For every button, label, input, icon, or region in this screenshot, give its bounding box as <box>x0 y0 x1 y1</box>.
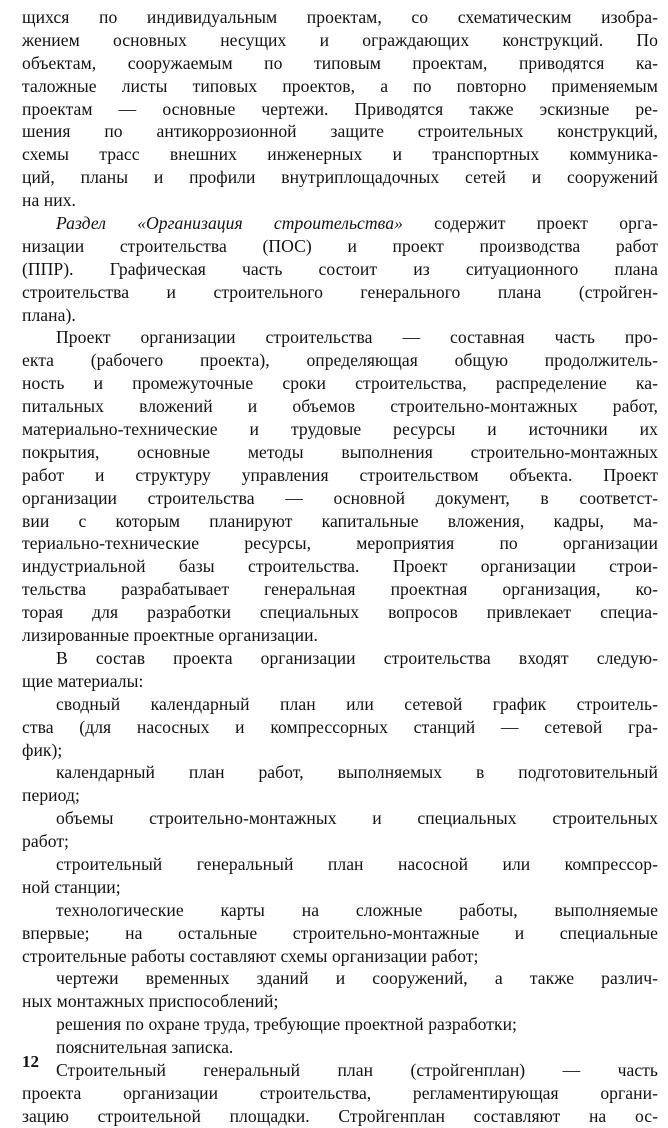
line-text: питальных вложений и объемов строительно-монтажных работ, <box>22 396 658 417</box>
line-text: решения по охране труда, требующие проектной разработки; <box>56 1014 517 1035</box>
text-line <box>22 624 658 647</box>
text-line <box>22 120 658 143</box>
paragraph <box>22 693 658 762</box>
line-text: схемы трасс внешних инженерных и транспортных коммуника- <box>22 144 658 165</box>
text-line <box>22 1059 658 1082</box>
text-line <box>22 990 658 1013</box>
line-text: тельства разрабатывает генеральная проектная организация, ко- <box>22 579 658 600</box>
text-line <box>22 922 658 945</box>
text-line <box>22 29 658 52</box>
text-line <box>22 372 658 395</box>
text-line <box>22 143 658 166</box>
text-line <box>22 647 658 670</box>
text-line <box>22 326 658 349</box>
text-line <box>22 395 658 418</box>
line-text: жением основных несущих и ограждающих конструкций. По <box>22 29 658 50</box>
text-line <box>22 716 658 739</box>
text-line <box>22 670 658 693</box>
line-text: пояснительная записка. <box>56 1037 234 1058</box>
line-text: календарный план работ, выполняемых в подготовительный <box>56 762 658 783</box>
line-text: В состав проекта организации строительства входят следую- <box>56 647 658 668</box>
line-text: работ; <box>22 831 69 852</box>
text-line <box>22 761 658 784</box>
text-line <box>22 1082 658 1105</box>
text-line <box>22 967 658 990</box>
text-line <box>22 212 658 235</box>
text-line <box>22 532 658 555</box>
line-text: ность и промежуточные сроки строительства, распределение ка- <box>22 373 658 394</box>
paragraph <box>22 1013 658 1036</box>
paragraph <box>22 212 658 326</box>
paragraph <box>22 1059 658 1128</box>
text-line <box>22 52 658 75</box>
text-line <box>22 1013 658 1036</box>
line-text: щие материалы: <box>22 670 144 691</box>
line-text: содержит проект орга- <box>402 213 658 234</box>
text-line <box>22 75 658 98</box>
paragraph <box>22 967 658 1013</box>
line-text: объектам, сооружаемым по типовым проектам, приводятся ка- <box>22 52 658 73</box>
paragraph <box>22 1036 658 1059</box>
line-text: зацию строительной площадки. Стройгенплан составляют на ос- <box>22 1105 658 1126</box>
line-text: екта (рабочего проекта), определяющая общую продолжитель- <box>22 350 658 371</box>
text-line <box>22 1105 658 1128</box>
line-text: щихся по индивидуальным проектам, со схематическим изобра- <box>22 7 658 27</box>
line-text: ных монтажных приспособлений; <box>22 991 279 1012</box>
text-line <box>22 304 658 327</box>
line-text: низации строительства (ПОС) и проект производства работ <box>22 235 658 256</box>
line-text: Строительный генеральный план (стройгенплан) — часть <box>56 1059 658 1080</box>
paragraph <box>22 647 658 693</box>
text-line <box>22 235 658 258</box>
text-line <box>22 349 658 372</box>
line-text: шения по антикоррозионной защите строительных конструкций, <box>22 121 658 142</box>
line-text: организации строительства — основной документ, в соответст- <box>22 487 658 508</box>
text-line <box>22 853 658 876</box>
text-line <box>22 98 658 121</box>
paragraph <box>22 807 658 853</box>
line-text: ства (для насосных и компрессорных станций — сетевой гра- <box>22 716 658 737</box>
text-line <box>22 601 658 624</box>
line-text: индустриальной базы строительства. Проект организации строи- <box>22 556 658 577</box>
text-line <box>22 487 658 510</box>
text-line <box>22 578 658 601</box>
line-text: период; <box>22 785 80 806</box>
paragraph <box>22 326 658 646</box>
line-text: териально-технические ресурсы, мероприятия по организации <box>22 533 658 554</box>
text-line <box>22 899 658 922</box>
paragraph <box>22 761 658 807</box>
line-text: вии с которым планируют капитальные вложения, кадры, ма- <box>22 510 658 531</box>
line-text: работ и структуру управления строительством объекта. Проект <box>22 464 658 485</box>
text-line <box>22 693 658 716</box>
text-line <box>22 784 658 807</box>
page-number: 12 <box>22 1052 39 1071</box>
page-body <box>22 6 658 1128</box>
text-line <box>22 258 658 281</box>
line-text: лизированные проектные организации. <box>22 625 318 646</box>
line-text: впервые; на остальные строительно-монтажные и специальные <box>22 922 658 943</box>
text-line <box>22 418 658 441</box>
line-text: таложные листы типовых проектов, а по повторно применяемым <box>22 75 658 96</box>
text-line <box>22 555 658 578</box>
text-line <box>22 189 658 212</box>
line-text: объемы строительно-монтажных и специальных строительных <box>56 808 658 829</box>
line-text: строительные работы составляют схемы организации работ; <box>22 945 479 966</box>
text-line <box>22 281 658 304</box>
text-line <box>22 945 658 968</box>
line-text: сводный календарный план или сетевой график строитель- <box>56 693 658 714</box>
text-line <box>22 510 658 533</box>
line-text: чертежи временных зданий и сооружений, а также различ- <box>56 968 658 989</box>
line-text: строительства и строительного генерального плана (стройген- <box>22 281 658 302</box>
paragraph <box>22 6 658 212</box>
line-text: ций, планы и профили внутриплощадочных сетей и сооружений <box>22 167 658 188</box>
line-text: (ППР). Графическая часть состоит из ситуационного плана <box>22 258 658 279</box>
line-text: ной станции; <box>22 876 121 897</box>
line-text: строительный генеральный план насосной или компрессор- <box>56 853 658 874</box>
text-line <box>22 830 658 853</box>
paragraph <box>22 853 658 899</box>
text-line <box>22 1036 658 1059</box>
text-line <box>22 464 658 487</box>
line-text: покрытия, основные методы выполнения строительно-монтажных <box>22 441 658 462</box>
line-text: материально-технические и трудовые ресурсы и источники их <box>22 419 658 440</box>
line-text: проекта организации строительства, регламентирующая органи- <box>22 1082 658 1103</box>
line-text: на них. <box>22 190 76 211</box>
line-text: фик); <box>22 739 63 760</box>
section-title-italic: Раздел «Организация строительства» <box>56 213 403 234</box>
line-text: проектам — основные чертежи. Приводятся также эскизные ре- <box>22 98 658 119</box>
paragraph <box>22 899 658 968</box>
line-text: торая для разработки специальных вопросов привлекает специа- <box>22 602 658 623</box>
line-text: технологические карты на сложные работы, выполняемые <box>56 899 658 920</box>
text-line <box>22 441 658 464</box>
text-line <box>22 739 658 762</box>
text-line <box>22 876 658 899</box>
line-text: Проект организации строительства — составная часть про- <box>56 327 658 348</box>
text-line <box>22 807 658 830</box>
line-text: плана). <box>22 304 76 325</box>
text-line <box>22 6 658 29</box>
text-line <box>22 166 658 189</box>
